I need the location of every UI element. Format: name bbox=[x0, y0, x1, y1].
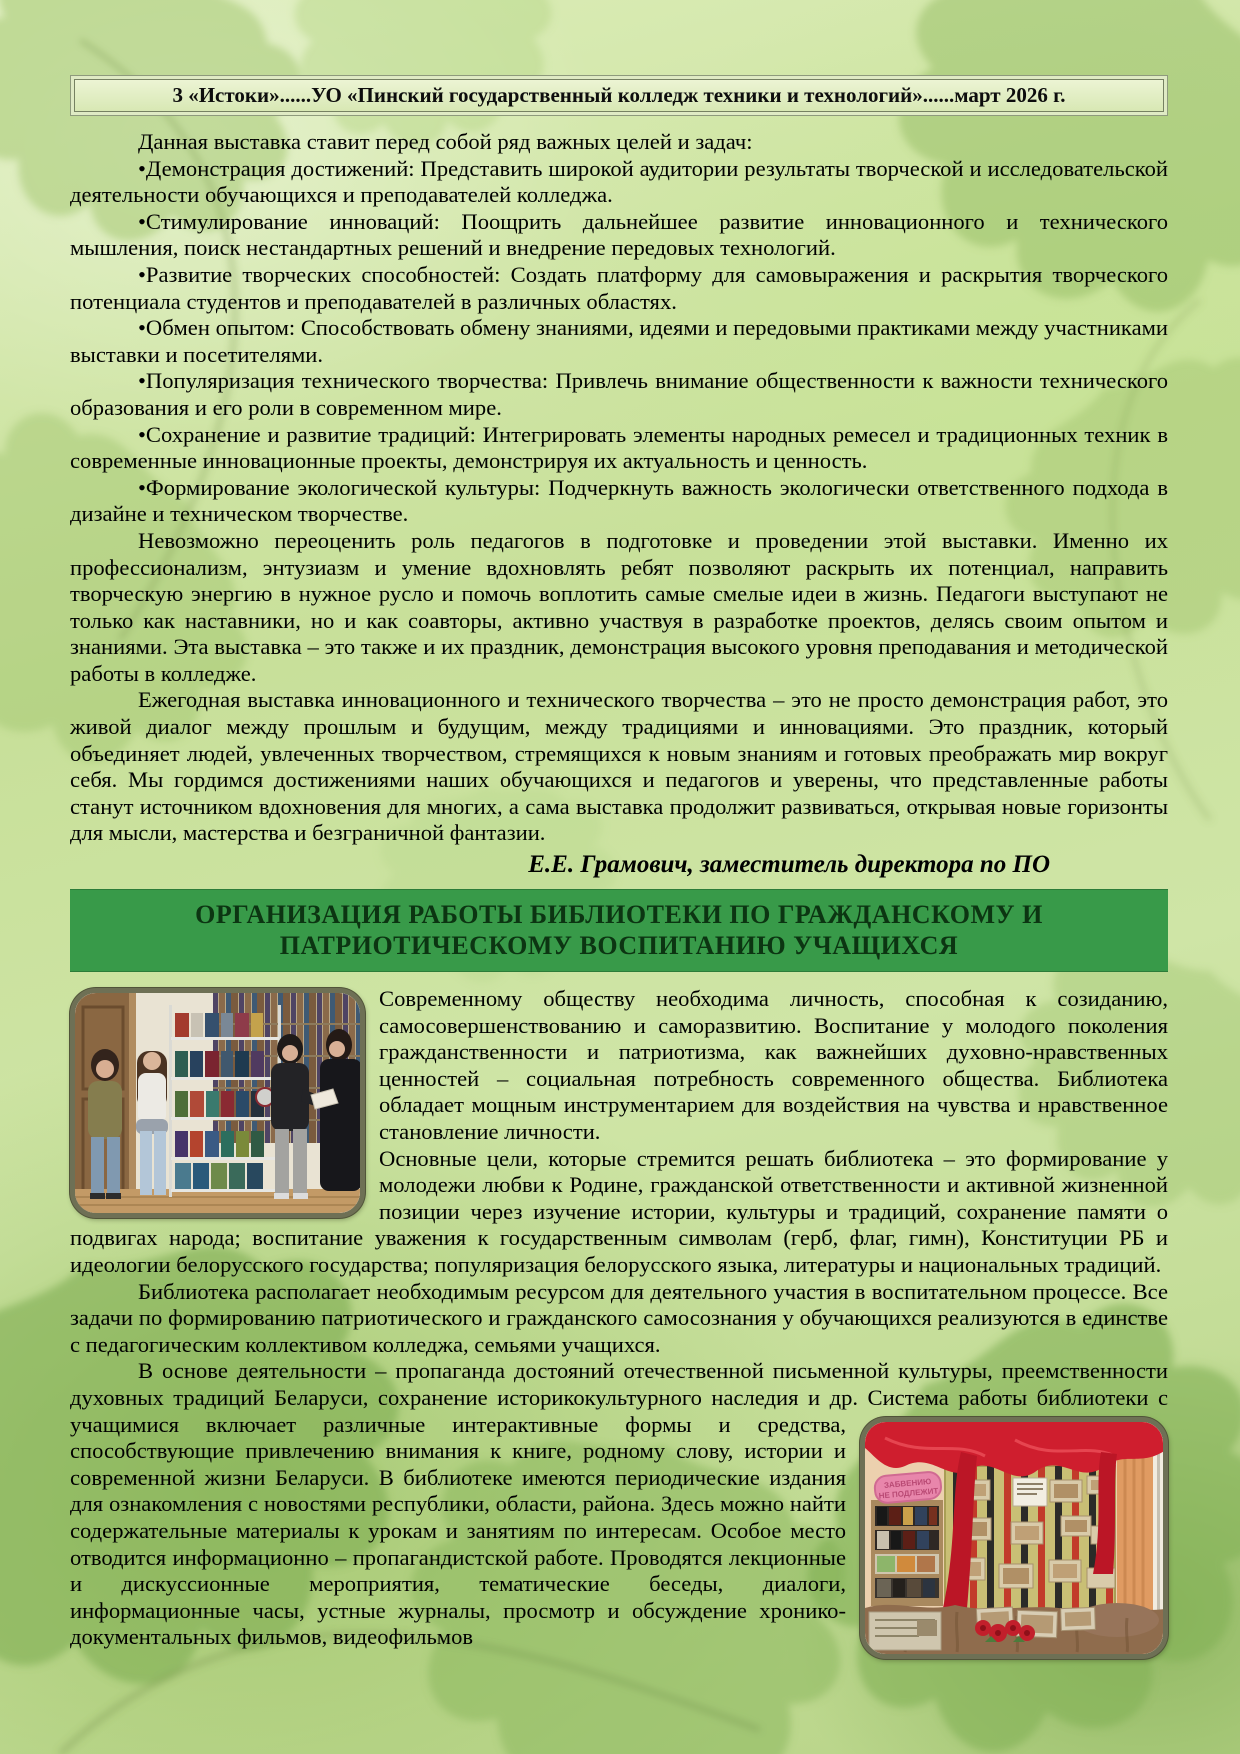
memorial-photo-illustration bbox=[865, 1422, 1168, 1654]
bullet-marker: • bbox=[138, 315, 146, 341]
body-paragraph: В основе деятельности – пропаганда достояний отечественной письменной культуры, преемственности духовных традиций Беларуси, сохранение историкокультурного наследия и др. Система ЗАБВЕНИЮ НЕ ПОДЛЕЖИТ работы библиотеки с учащимися включает различные интерактивные формы и средства, способствующие привлечению внимания к книге, родному слову, истории и современной жизни Беларуси. В библиотеке имеются периодические издания для ознакомления с новостями республики, области, района. Здесь можно найти содержательные материалы к урокам и занятиям по интересам. Особое место отводится информационно – пропагандистской работе. Проводятся лекционные и дискуссионные мероприятия, тематические беседы, диалоги, информационные часы, устные журналы, просмотр и обсуждение хронико-документальных фильмов, видеофильмов bbox=[70, 1358, 1168, 1651]
body-paragraph: Ежегодная выставка инновационного и технического творчества – это не просто демонстрация работ, это живой диалог между прошлым и будущим, между традициями и инновациями. Это праздник, который объединяет людей, увлеченных творчеством, стремящихся к новым знаниям и готовых преображать мир вокруг себя. Мы гордимся достижениями наших обучающихся и педагогов и уверены, что представленные работы станут источником вдохновения для многих, а сама выставка продолжит развиваться, открывая новые горизонты для мысли, мастерства и безграничной фантазии. bbox=[70, 687, 1168, 846]
svg-text:НЕ ПОДЛЕЖИТ: НЕ ПОДЛЕЖИТ bbox=[878, 1485, 939, 1501]
bullet-marker: • bbox=[138, 421, 146, 447]
body-paragraph: Библиотека располагает необходимым ресурсом для деятельного участия в воспитательном процессе. Все задачи по формированию патриотического и гражданского самосознания у обучающихся реализуются в единстве с педагогическим коллективом колледжа, семьями учащихся. bbox=[70, 1278, 1168, 1357]
section-title-line2: ПАТРИОТИЧЕСКОМУ ВОСПИТАНИЮ УЧАЩИХСЯ bbox=[279, 931, 959, 961]
section-title-banner bbox=[70, 889, 1168, 972]
intro-paragraph: Данная выставка ставит перед собой ряд важных целей и задач: bbox=[138, 129, 753, 154]
bullet-marker: • bbox=[138, 155, 146, 181]
memorial-display-photo bbox=[860, 1417, 1168, 1649]
draped-table bbox=[865, 1603, 1168, 1654]
library-students-photo bbox=[70, 988, 365, 1208]
page-content bbox=[70, 75, 1168, 1653]
section-title-line1: ОРГАНИЗАЦИЯ РАБОТЫ БИБЛИОТЕКИ ПО ГРАЖДАНСКОМУ И bbox=[195, 900, 1043, 930]
bullet-item: •Популяризация технического творчества: Привлечь внимание общественности к важности технического образования и его роли в современном мире. bbox=[70, 368, 1168, 420]
bullet-item: •Стимулирование инноваций: Поощрить дальнейшее развитие инновационного и технического мышления, поиск нестандартных решений и внедрение передовых технологий. bbox=[70, 208, 1168, 261]
title-card bbox=[1013, 1478, 1047, 1506]
student-figure bbox=[136, 1051, 168, 1195]
body-paragraph: Современному обществу необходима личность, способная к созиданию, самосовершенствованию и саморазвитию. Воспитание у молодого поколения гражданственности и патриотизма, как важнейших духовно-нравственных ценностей – социальная потребность современного общества. Библиотека обладает мощным инструментарием для воздействия на чувства и нравственное становление личности. bbox=[70, 986, 1168, 1146]
photo-frame bbox=[70, 988, 365, 1218]
book-stand bbox=[871, 1471, 943, 1606]
photo-frame bbox=[860, 1417, 1168, 1659]
bullet-marker: • bbox=[138, 208, 146, 234]
article-library bbox=[70, 986, 1168, 1651]
pink-project-banner bbox=[874, 1471, 942, 1504]
library-photo-illustration bbox=[75, 993, 365, 1213]
page-header-bar bbox=[70, 75, 1168, 116]
bullet-item: •Формирование экологической культуры: Подчеркнуть важность экологически ответственного подхода в дизайне и техническом творчестве. bbox=[70, 474, 1168, 527]
page-header-text: 3 «Истоки»......УО «Пинский государственный колледж техники и технологий»......март 2026 г. bbox=[74, 79, 1164, 112]
bullet-item: •Демонстрация достижений: Представить широкой аудитории результаты творческой и исследовательской деятельности обучающихся и преподавателей колледжа. bbox=[70, 155, 1168, 208]
body-paragraph: Невозможно переоценить роль педагогов в подготовке и проведении этой выставки. Именно их профессионализм, энтузиазм и умение вдохновлять ребят позволяют раскрыть их потенциал, направить творческую энергию в нужное русло и помочь воплотить самые смелые идеи в жизнь. Педагоги выступают не только как наставники, но и как соавторы, активно участвуя в разработке проектов, делясь своим опытом и знаниями. Эта выставка – это также и их праздник, демонстрация высокого уровня преподавания и методической работы в колледже. bbox=[70, 527, 1168, 686]
body-paragraph: Основные цели, которые стремится решать библиотека – это формирование у молодежи любви к Родине, гражданской ответственности и активной жизненной позиции через изучение истории, культуры и традиций, сохранение памяти о подвигах народа; воспитание уважения к государственным символам (герб, флаг, гимн), Конституции РБ и идеологии белорусского государства; популяризация белорусского языка, литературы и национальных традиций. bbox=[70, 1145, 1168, 1277]
bullet-marker: • bbox=[138, 261, 146, 287]
bullet-item: •Сохранение и развитие традиций: Интегрировать элементы народных ремесел и традиционных техник в современные инновационные проекты, демонстрируя их актуальность и ценность. bbox=[70, 421, 1168, 474]
svg-text:ЗАБВЕНИЮ: ЗАБВЕНИЮ bbox=[883, 1476, 932, 1490]
bullet-marker: • bbox=[138, 368, 146, 394]
bullet-marker: • bbox=[138, 474, 146, 500]
signature-line: Е.Е. Грамович, заместитель директора по ПО bbox=[528, 851, 1050, 879]
bullet-item: •Обмен опытом: Способствовать обмену знаниями, идеями и передовыми практиками между участниками выставки и посетителями. bbox=[70, 315, 1168, 367]
bullet-item: •Развитие творческих способностей: Создать платформу для самовыражения и раскрытия творческого потенциала студентов и преподавателей в различных областях. bbox=[70, 261, 1168, 314]
article-exhibition bbox=[70, 129, 1168, 880]
